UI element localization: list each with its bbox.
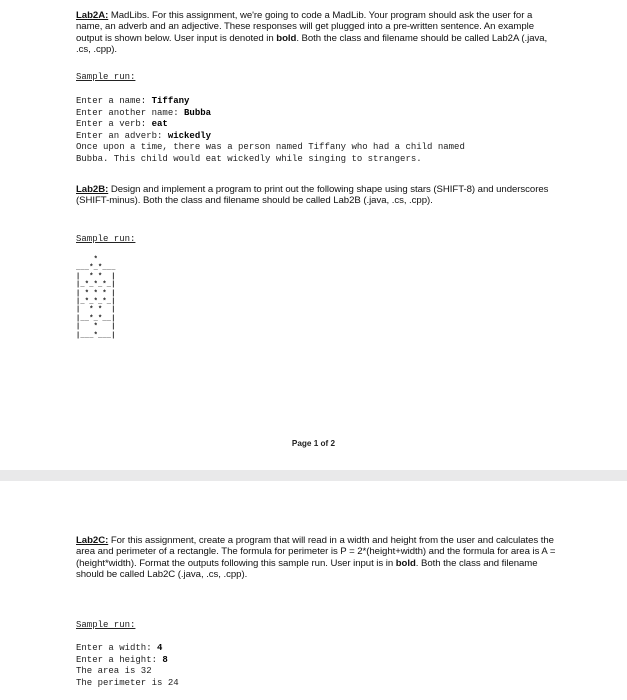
star-shape — [76, 256, 116, 340]
run-line: Enter a height: 8 — [76, 654, 168, 665]
user-input: eat — [151, 119, 168, 130]
user-input: 8 — [162, 654, 168, 665]
shape-line: * — [76, 256, 116, 264]
shape-line: | * * | — [76, 272, 116, 281]
lab2c-text-2: . Both the class and filename should be called Lab2C (.java, .cs, .cpp). — [76, 557, 538, 580]
run-line: Enter a name: Tiffany — [76, 96, 190, 106]
lab2a-text-1: MadLibs. For this assignment, we're going to code a MadLib. Your program should ask the user for a name, an adverb and an adjective. These responses will get plugged into a pre-written sentence. An example output is shown below. User input is denoted in — [76, 10, 534, 44]
lab2c-sample-run — [76, 643, 179, 689]
lab2a-sample-label: Sample run: — [76, 72, 136, 82]
lab2a-bold-word: bold — [276, 32, 297, 44]
lab2c-text-1: For this assignment, create a program that will read in a width and height from the user and calculates the area and perimeter of a rectangle. The formula for perimeter is P = 2*(height+width) and the formula for area is A = (height*width). Format the outputs following this sample run. User input is in — [76, 535, 556, 569]
shape-line: ___*_*___ — [76, 264, 116, 273]
shape-line: |_*_*_*_| — [76, 281, 116, 290]
lab2b-heading: Lab2B: — [76, 184, 109, 195]
output-line: Once upon a time, there was a person named Tiffany who had a child named — [76, 142, 465, 153]
lab2b-text: Design and implement a program to print out the following shape using stars (SHIFT-8) and underscores (SHIFT-minus). Both the class and filename should be called Lab2B (.java, .cs, .cpp). — [76, 184, 549, 207]
lab2a-paragraph — [76, 10, 556, 55]
run-line: Enter another name: Bubba — [76, 107, 212, 118]
output-line: The perimeter is 24 — [76, 677, 179, 688]
lab2a-sample-run — [76, 96, 465, 166]
run-line: Enter an adverb: wickedly — [76, 130, 212, 141]
shape-line: | * * | — [76, 306, 116, 315]
run-line: Enter a width: 4 — [76, 643, 163, 653]
user-input: Bubba — [184, 107, 212, 118]
shape-line: | * | — [76, 323, 116, 332]
lab2b-sample-label: Sample run: — [76, 234, 136, 244]
output-line: The area is 32 — [76, 666, 152, 677]
lab2a-heading: Lab2A: — [76, 10, 109, 21]
shape-line: |_*_*_*_| — [76, 298, 116, 307]
user-input: Tiffany — [151, 96, 190, 106]
user-input: wickedly — [167, 130, 212, 141]
lab2a-text-2: . Both the class and filename should be called Lab2A (.java, .cs, .cpp). — [76, 32, 548, 55]
output-line: Bubba. This child would eat wickedly while singing to strangers. — [76, 153, 422, 164]
user-input: 4 — [157, 643, 163, 653]
lab2c-sample-label: Sample run: — [76, 620, 136, 630]
lab2c-paragraph — [76, 535, 556, 580]
shape-line: |___*___| — [76, 331, 116, 340]
run-line: Enter a verb: eat — [76, 119, 168, 130]
page-footer: Page 1 of 2 — [291, 439, 336, 448]
lab2c-heading: Lab2C: — [76, 535, 109, 546]
lab2b-paragraph — [76, 184, 556, 207]
shape-line: |__*_*__| — [76, 314, 116, 323]
document-page-2 — [0, 481, 627, 700]
lab2c-bold-word: bold — [395, 557, 416, 569]
shape-line: | * * * | — [76, 289, 116, 298]
